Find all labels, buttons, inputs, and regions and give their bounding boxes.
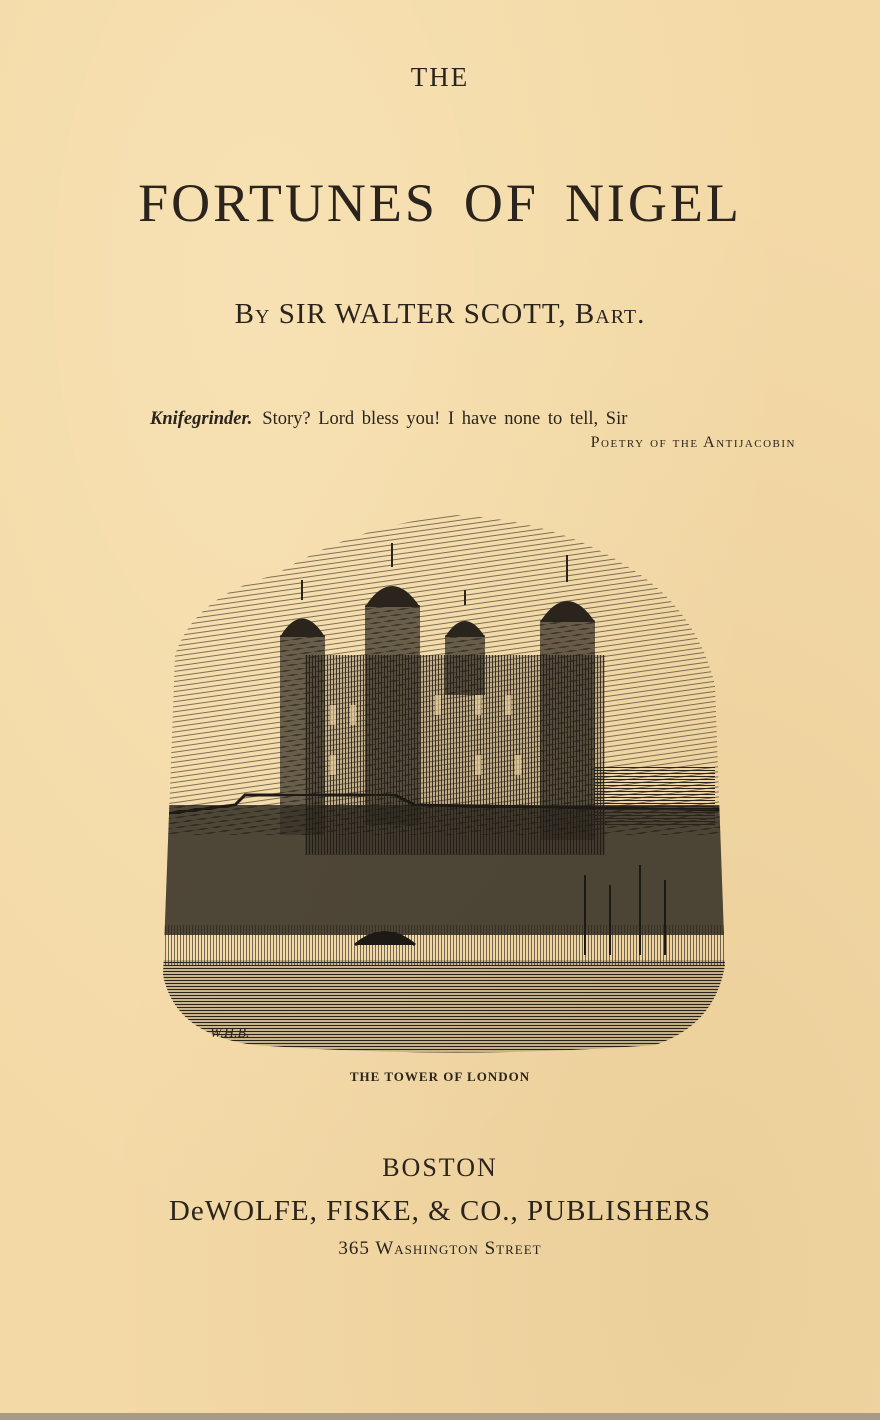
epigraph-source: Poetry of the Antijacobin [590,434,796,451]
page-bottom-edge [0,1413,880,1420]
imprint-address: 365 Washington Street [338,1238,542,1259]
tower-of-london-engraving [155,505,730,1055]
title-word-fortunes: FORTUNES [138,173,438,233]
title-article: THE [410,62,470,92]
epigraph-quote: Story? Lord bless you! I have none to tell, Sir [262,409,628,429]
epigraph-quote-line [150,409,627,430]
author-line: By SIR WALTER SCOTT, Bart. [234,298,646,330]
engraver-signature: W.H.B. [210,1026,250,1041]
illustration-caption: THE TOWER OF LONDON [349,1069,531,1084]
imprint-publisher: DeWOLFE, FISKE, & CO., PUBLISHERS [168,1195,712,1227]
title-word-nigel: NIGEL [564,173,742,233]
epigraph-speaker: Knifegrinder. [150,409,253,429]
title-word-of: OF [463,173,539,233]
book-title [0,172,880,234]
imprint-city: BOSTON [382,1153,498,1182]
